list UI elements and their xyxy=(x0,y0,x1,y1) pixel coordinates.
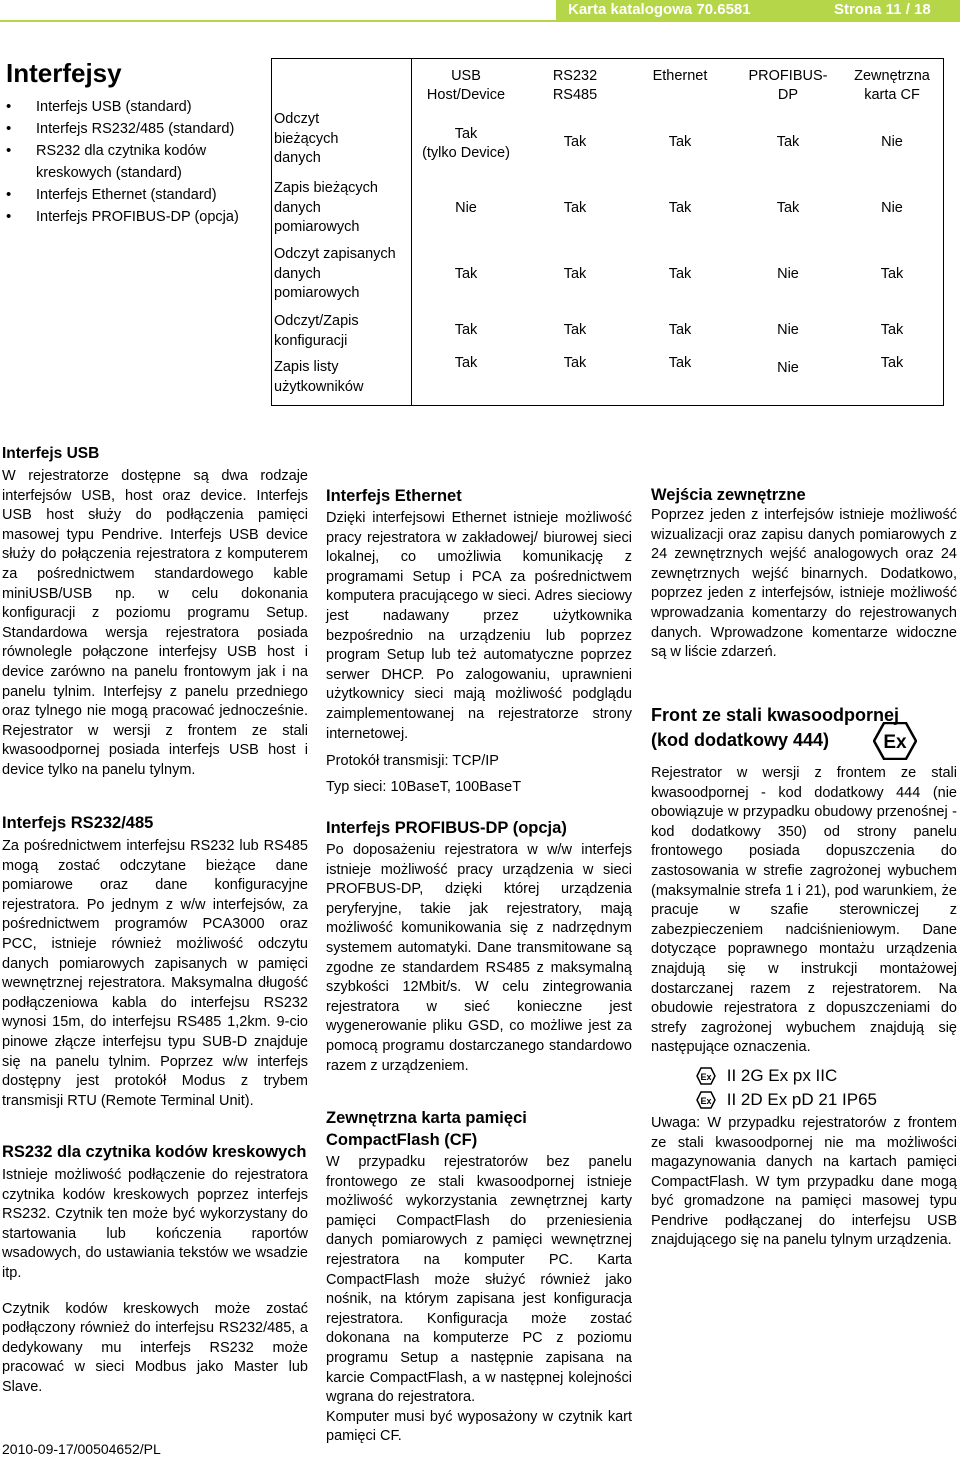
section-text: Rejestrator w wersji z frontem ze stali kwasoodpornej - kod dodatkowy 444 (nie obowiązuje w przypadku obudowy przenośnej - kod dodatkowy 350) od strony panelu frontowego posiada dopuszczenia do zastosowania w strefie zagrożonej wybuchem (maksymalnie strefa 1 i 21), pod warunkiem, że pracuje w szafie sterowniczej z zabezpieczeniem nadciśnieniowym. Dane dotyczące poprawnego montażu urządzenia znajdują się w instrukcji montażowej dostarczanej razem z rejestratorem. Na obudowie rejestratora z dopuszczeniami do strefy zagrożonej wybuchem znajdują się następujące oznaczenia. xyxy=(651,765,957,1056)
document-id: 2010-09-17/00504652/PL xyxy=(2,1441,161,1457)
section-heading: Front ze stali kwasoodpornej xyxy=(651,705,900,725)
table-cell: Tak xyxy=(563,355,587,371)
section-inputs xyxy=(651,484,957,663)
section-usb xyxy=(2,443,308,781)
table-cell: Tak xyxy=(880,355,904,371)
interface-list xyxy=(6,96,271,228)
table-cell: Nie xyxy=(881,134,903,150)
list-item: • RS232 dla czytnika kodów xyxy=(6,140,271,162)
table-cell: Tak xyxy=(563,322,587,338)
section-text: Czytnik kodów kreskowych może zostać podłączony również do interfejsu RS232/485, a dedykowany mu interfejs RS232 może pracować w sieci Modbus jako Master lub Slave. xyxy=(2,1300,308,1395)
table-cell: Tak (tylko Device) xyxy=(422,126,510,161)
header-bar xyxy=(0,0,960,22)
atex-ex-icon xyxy=(696,1067,716,1085)
row-label-config: Odczyt/Zapis konfiguracji xyxy=(274,313,359,349)
table-cell: Nie xyxy=(777,360,799,376)
catalog-number: Karta katalogowa 70.6581 xyxy=(568,1,751,18)
column-header-profibus: PROFIBUS- DP xyxy=(748,68,828,103)
table-cell: Tak xyxy=(668,134,692,150)
section-steel-front xyxy=(651,703,957,1251)
row-label-read-stored: Odczyt zapisanych danych pomiarowych xyxy=(274,246,396,301)
table-cell: Tak xyxy=(668,322,692,338)
column-header-rs232: RS232 RS485 xyxy=(552,68,598,103)
svg-text:Ex: Ex xyxy=(700,1096,712,1107)
table-cell: Tak xyxy=(563,200,587,216)
svg-text:Ex: Ex xyxy=(883,732,907,753)
list-item: • Interfejs PROFIBUS-DP (opcja) xyxy=(6,206,271,228)
atex-ex-icon xyxy=(696,1091,716,1109)
row-label-write-current: Zapis bieżących danych pomiarowych xyxy=(274,180,378,235)
section-cf xyxy=(326,1107,632,1447)
row-label-read-current: Odczyt bieżących danych xyxy=(274,111,339,166)
section-text: Za pośrednictwem interfejsu RS232 lub RS485 mogą zostać odczytane bieżące dane pomiarowe oraz dane konfiguracyjne rejestratora. Po jednym z w/w interfejsów, za pośrednictwem programów PCA3000 oraz PCC, istnieje również możliwość odczytu danych pomiarowych zapisanych w pamięci wewnętrznej rejestratora. Maksymalna długość podłączeniowa kabla do interfejsu RS232 wynosi 15m, do interfejsu RS485 1,2km. 9-cio pinowe złącze interfejsu typu SUB-D znajduje się na panelu tylnim. Poprzez w/w interfejs dostępny jest protokół Modus z trybem transmisji RTU (Remote Terminal Unit). xyxy=(2,838,308,1109)
network-text: Typ sieci: 10BaseT, 100BaseT xyxy=(326,778,522,795)
atex-ex-icon xyxy=(873,722,917,760)
table-divider xyxy=(411,59,412,405)
column-header-cf: Zewnętrzna karta CF xyxy=(854,68,930,103)
section-rs232 xyxy=(2,812,308,1111)
table-cell: Nie xyxy=(777,322,799,338)
section-text: Komputer musi być wyposażony w czytnik kart pamięci CF. xyxy=(326,1408,632,1445)
list-item: • Interfejs Ethernet (standard) xyxy=(6,184,271,206)
table-cell: Nie xyxy=(881,200,903,216)
row-label-user-list: Zapis listy użytkowników xyxy=(274,359,364,395)
column-header-usb: USB Host/Device xyxy=(426,68,506,103)
page-number: Strona 11 / 18 xyxy=(834,1,931,18)
section-heading: Interfejs PROFIBUS-DP (opcja) xyxy=(326,819,567,837)
table-cell: Tak xyxy=(454,355,478,371)
table-cell: Tak xyxy=(563,266,587,282)
section-heading: RS232 dla czytnika kodów kreskowych xyxy=(2,1143,307,1161)
section-text: Poprzez jeden z interfejsów istnieje możliwość wizualizacji oraz zapisu danych pomiarowych z 24 zewnętrznych wejść analogowych oraz 24 zewnętrznych wejść binarnych. Dodatkowo, poprzez jeden z interfejsów, istnieje możliwość wprowadzania komentarzy do rejestrowanych danych. Wprowadzone komentarze widoczne są w liście zdarzeń. xyxy=(651,507,957,661)
section-heading: Zewnętrzna karta pamięci CompactFlash (CF) xyxy=(326,1109,527,1149)
table-cell: Tak xyxy=(454,322,478,338)
section-text: W przypadku rejestratorów bez panelu frontowego ze stali kwasoodpornej istnieje możliwość wykorzystania zewnętrznej karty pamięci CompactFlash do przeniesienia danych pomiarowych z pamięci wewnętrznej rejestratora na komputer PC. Karta CompactFlash może służyć również jako nośnik, na którym zapisana jest konfiguracja rejestratora. Konfiguracja może zostać dokonana na komputerze PC z poziomu programu Setup a następnie zapisana na karcie CompactFlash, a w następnej kolejności wgrana do rejestratora. xyxy=(326,1154,632,1406)
table-cell: Tak xyxy=(454,266,478,282)
svg-text:Ex: Ex xyxy=(700,1072,712,1083)
list-item: • Interfejs RS232/485 (standard) xyxy=(6,118,271,140)
table-cell: Tak xyxy=(880,322,904,338)
section-note: Uwaga: W przypadku rejestratorów z frontem ze stali kwasoodpornej nie ma możliwości magazynowania danych na kartach pamięci CompactFlash. W tym przypadku dane mogą być gromadzone na pamięci masowej typu Pendrive podłączanej do interfejsu USB znajdującego się na panelu tylnym urządzenia. xyxy=(651,1114,957,1249)
section-heading: (kod dodatkowy 444) xyxy=(651,730,830,750)
section-heading: Interfejs RS232/485 xyxy=(2,814,154,832)
section-heading: Wejścia zewnętrzne xyxy=(651,486,806,504)
table-cell: Tak xyxy=(668,266,692,282)
column-header-ethernet: Ethernet xyxy=(652,68,708,84)
table-cell: Tak xyxy=(776,134,800,150)
list-item: • Interfejs USB (standard) xyxy=(6,96,271,118)
table-cell: Nie xyxy=(455,200,477,216)
section-heading: Interfejs Ethernet xyxy=(326,487,462,505)
header-divider xyxy=(0,20,960,22)
page-title: Interfejsy xyxy=(6,58,122,88)
table-cell: Tak xyxy=(668,355,692,371)
atex-mark-dust: II 2D Ex pD 21 IP65 xyxy=(726,1089,877,1109)
atex-mark-gas: II 2G Ex px IIC xyxy=(726,1065,838,1085)
list-item-continuation: kreskowych (standard) xyxy=(36,165,182,181)
section-text: Dzięki interfejsowi Ethernet istnieje możliwość pracy rejestratora w zakładowej/ biurowej sieci lokalnej, co umożliwia komunikację z programami Setup i PCA za pośrednictwem komputera pracującego w sieci. Adres sieciowy jest nadawany przez użytkownika bezpośrednio na urządzeniu lub poprzez program Setup lub też automatyczne poprzez serwer DHCP. Po zalogowaniu, uprawnieni użytkownicy sieci mają możliwość podglądu zaimplementowanej na rejestratorze strony internetowej. xyxy=(326,510,632,742)
section-ethernet xyxy=(326,485,632,797)
section-profibus xyxy=(326,817,632,1076)
interface-feature-table xyxy=(271,58,944,406)
section-text: Istnieje możliwość podłączenie do rejestratora czytnika kodów kreskowych poprzez interfejs RS232. Czytnik ten może być wykorzystany do startowania lub kończenia raportów wsadowych, do ustawiania tekstów we wsadzie itp. xyxy=(2,1167,308,1281)
table-cell: Tak xyxy=(668,200,692,216)
section-text: Po doposażeniu rejestratora w w/w interfejs istnieje możliwość pracy urządzenia w sieci PROFBUS-DP, dzięki której urządzenia peryferyjne, takie jak rejestratory, mają możliwość komunikowania się z nadrzędnym systemem automatyki. Dane transmitowane są zgodne ze standardem RS485 z maksymalną szybkości 12Mbit/s. W celu zintegrowania rejestratora w sieć konieczne jest wygenerowanie pliku GSD, co możliwe jest za pomocą programu dostarczanego standardowo razem z urządzeniem. xyxy=(326,842,632,1074)
table-cell: Nie xyxy=(777,266,799,282)
table-cell: Tak xyxy=(880,266,904,282)
section-heading: Interfejs USB xyxy=(2,445,100,462)
section-barcode xyxy=(2,1141,308,1398)
atex-marking xyxy=(696,1064,957,1088)
protocol-text: Protokół transmisji: TCP/IP xyxy=(326,753,499,770)
section-text: W rejestratorze dostępne są dwa rodzaje interfejsów USB, host oraz device. Interfejs USB host służy do podłączenia pamięci masowej typu Pendrive. Interfejs USB device służy do połączenia rejestratora z komputerem za pośrednictwem standardowego kable miniUSB/USB np. w celu dokonania konfiguracji z poziomu programu Setup. Standardowa wersja rejestratora posiada równolegle połączone interfejsy USB host i device zarówno na panelu frontowym jak i na panelu tylnim. Interfejsy z panelu przedniego oraz tylnego nie mogą pracować jednocześnie. Rejestrator w wersji z frontem ze stali kwasoodpornej posiada interfejs USB host i device tylko na panelu tylnym. xyxy=(2,468,308,778)
atex-marking xyxy=(696,1088,957,1112)
header-box xyxy=(556,0,960,20)
table-cell: Tak xyxy=(563,134,587,150)
table-cell: Tak xyxy=(776,200,800,216)
